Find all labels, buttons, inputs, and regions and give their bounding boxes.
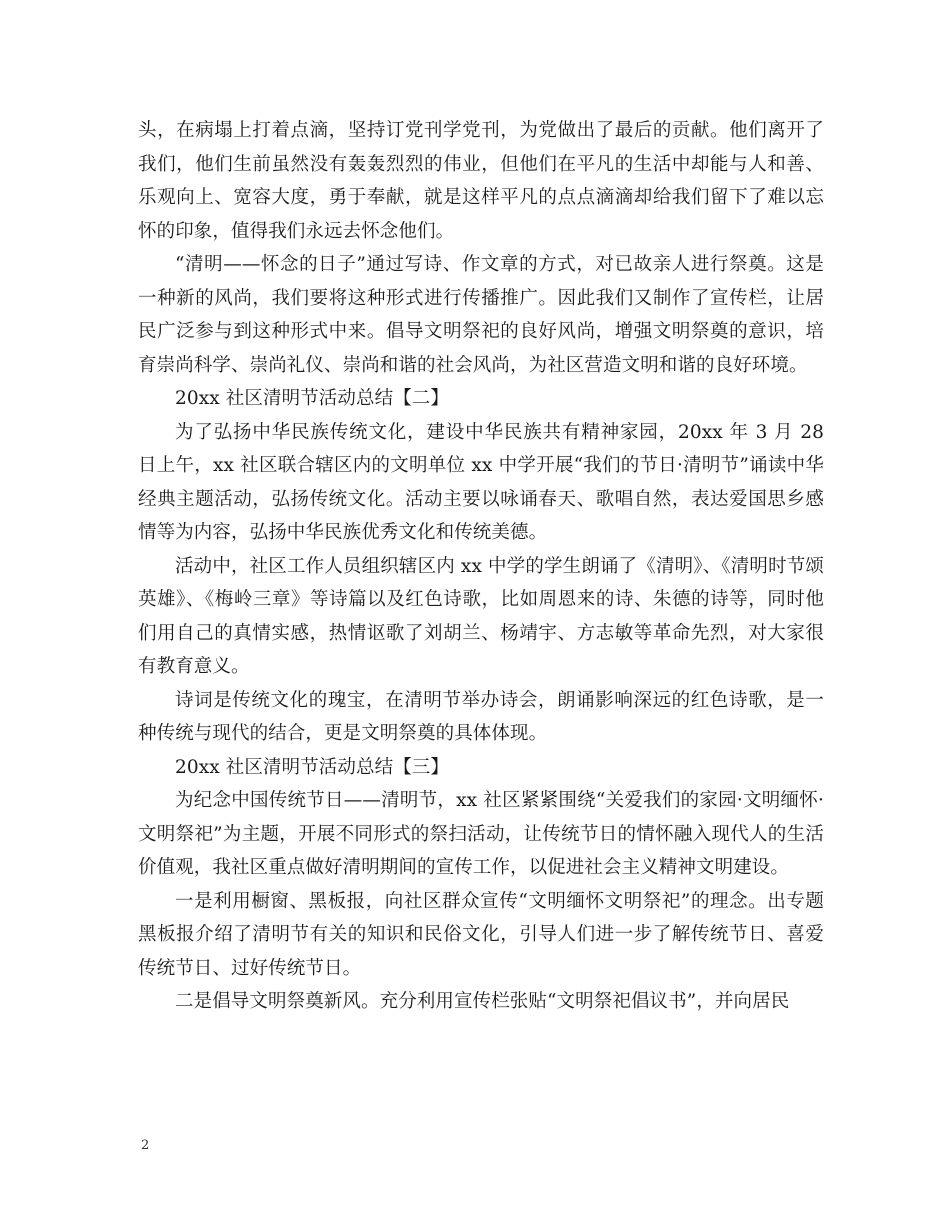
paragraph: 一是利用橱窗、黑板报，向社区群众宣传“文明缅怀文明祭祀”的理念。出专题黑板报介绍了清明节有关的知识和民俗文化，引导人们进一步了解传统节日、喜爱传统节日、过好传统节日。 (138, 890, 824, 979)
body-text (138, 114, 824, 1019)
paragraph: 二是倡导文明祭奠新风。充分利用宣传栏张贴“文明祭祀倡议书”，并向居民 (175, 991, 790, 1012)
paragraph: “清明——怀念的日子”通过写诗、作文章的方式，对已故亲人进行祭奠。这是一种新的风尚，我们要将这种形式进行传播推广。因此我们又制作了宣传栏，让居民广泛参与到这种形式中来。倡导文明祭祀的良好风尚，增强文明祭奠的意识，培育崇尚科学、崇尚礼仪、崇尚和谐的社会风尚，为社区营造文明和谐的良好环境。 (138, 254, 824, 376)
paragraph: 诗词是传统文化的瑰宝，在清明节举办诗会，朗诵影响深远的红色诗歌，是一种传统与现代的结合，更是文明祭奠的具体体现。 (138, 689, 824, 744)
paragraph: 为纪念中国传统节日——清明节，xx 社区紧紧围绕“关爱我们的家园·文明缅怀·文明祭祀”为主题，开展不同形式的祭扫活动，让传统节日的情怀融入现代人的生活价值观，我社区重点做好清明期间的宣传工作，以促进社会主义精神文明建设。 (138, 790, 824, 878)
section-heading: 20xx 社区清明节活动总结【三】 (175, 756, 449, 778)
paragraph: 活动中，社区工作人员组织辖区内 xx 中学的学生朗诵了《清明》、《清明时节颂英雄》、《梅岭三章》等诗篇以及红色诗歌，比如周恩来的诗、朱德的诗等，同时他们用自己的真情实感，热情讴歌了刘胡兰、杨靖宇、方志敏等革命先烈，对大家很有教育意义。 (138, 555, 824, 677)
section-heading: 20xx 社区清明节活动总结【二】 (175, 388, 449, 409)
paragraph: 头，在病塌上打着点滴，坚持订党刊学党刊，为党做出了最后的贡献。他们离开了我们，他们生前虽然没有轰轰烈烈的伟业，但他们在平凡的生活中却能与人和善、乐观向上、宽容大度，勇于奉献，就是这样平凡的点点滴滴却给我们留下了难以忘怀的印象，值得我们永远去怀念他们。 (138, 120, 824, 242)
paragraph: 为了弘扬中华民族传统文化，建设中华民族共有精神家园，20xx 年 3 月 28 日上午，xx 社区联合辖区内的文明单位 xx 中学开展“我们的节日·清明节”诵读中华经典主题活动，弘扬传统文化。活动主要以咏诵春天、歌唱自然，表达爱国思乡感情等为内容，弘扬中华民族优秀文化和传统美德。 (138, 421, 824, 543)
page-number: 2 (141, 1138, 150, 1153)
